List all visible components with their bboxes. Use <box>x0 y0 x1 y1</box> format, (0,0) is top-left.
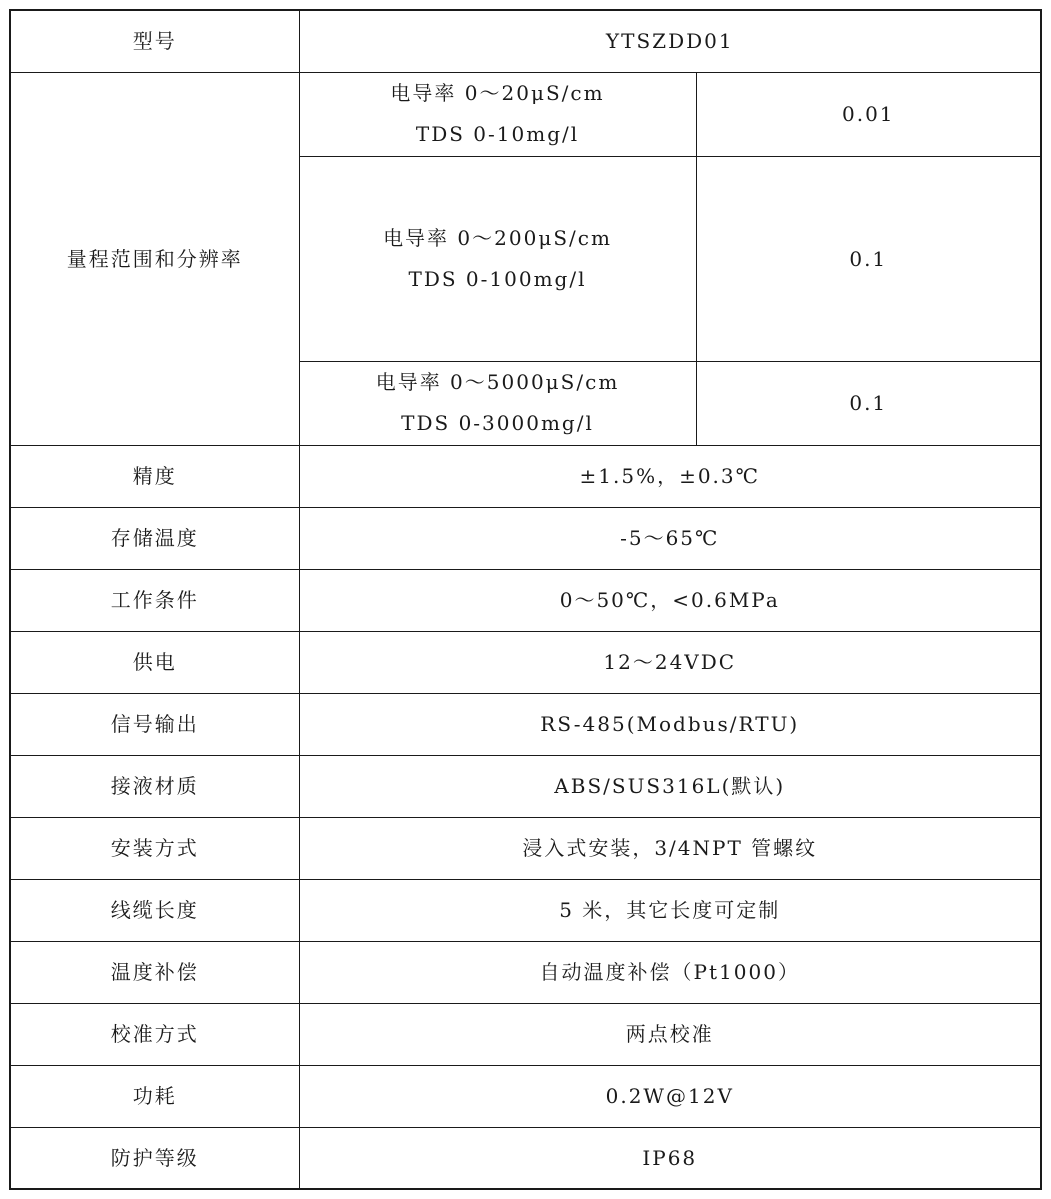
conductivity-range: 电导率 0～200μS/cm <box>383 225 612 250</box>
model-label: 型号 <box>10 10 299 72</box>
table-row <box>10 693 1041 755</box>
table-row <box>10 507 1041 569</box>
spec-value: ±1.5%，±0.3℃ <box>299 445 1041 507</box>
table-row <box>10 817 1041 879</box>
tds-range: TDS 0-3000mg/l <box>401 411 594 435</box>
range-resolution-label: 量程范围和分辨率 <box>10 72 299 445</box>
spec-value: 0.2W@12V <box>299 1065 1041 1127</box>
spec-value: ABS/SUS316L(默认) <box>299 755 1041 817</box>
conductivity-range: 电导率 0～5000μS/cm <box>375 370 620 394</box>
spec-value: 自动温度补偿（Pt1000） <box>299 941 1041 1003</box>
tds-range: TDS 0-10mg/l <box>415 122 580 146</box>
spec-value: 浸入式安装，3/4NPT 管螺纹 <box>299 817 1041 879</box>
conductivity-range: 电导率 0～20μS/cm <box>390 81 605 105</box>
spec-label: 存储温度 <box>10 507 299 569</box>
resolution-value: 0.01 <box>696 72 1041 156</box>
spec-value: -5～65℃ <box>299 507 1041 569</box>
spec-label: 供电 <box>10 631 299 693</box>
spec-label: 安装方式 <box>10 817 299 879</box>
table-row-model <box>10 10 1041 72</box>
spec-label: 工作条件 <box>10 569 299 631</box>
spec-value: IP68 <box>299 1127 1041 1189</box>
spec-label: 信号输出 <box>10 693 299 755</box>
table-row <box>10 569 1041 631</box>
model-value: YTSZDD01 <box>299 10 1041 72</box>
range-cell <box>299 156 696 361</box>
table-row-range-1 <box>10 72 1041 156</box>
table-row <box>10 755 1041 817</box>
range-cell <box>299 361 696 445</box>
spec-value: 12～24VDC <box>299 631 1041 693</box>
table-row <box>10 941 1041 1003</box>
resolution-value: 0.1 <box>696 361 1041 445</box>
spec-label: 精度 <box>10 445 299 507</box>
table-row <box>10 445 1041 507</box>
spec-value: 两点校准 <box>299 1003 1041 1065</box>
spec-label: 温度补偿 <box>10 941 299 1003</box>
table-row <box>10 631 1041 693</box>
spec-label: 校准方式 <box>10 1003 299 1065</box>
table-row <box>10 879 1041 941</box>
table-row <box>10 1003 1041 1065</box>
spec-table <box>9 9 1042 1190</box>
spec-value: 0～50℃，<0.6MPa <box>299 569 1041 631</box>
spec-label: 线缆长度 <box>10 879 299 941</box>
spec-label: 接液材质 <box>10 755 299 817</box>
resolution-value: 0.1 <box>696 156 1041 361</box>
table-row <box>10 1127 1041 1189</box>
spec-value: 5 米，其它长度可定制 <box>299 879 1041 941</box>
spec-value: RS-485(Modbus/RTU) <box>299 693 1041 755</box>
spec-label: 防护等级 <box>10 1127 299 1189</box>
tds-range: TDS 0-100mg/l <box>408 266 587 291</box>
range-cell <box>299 72 696 156</box>
table-row <box>10 1065 1041 1127</box>
spec-label: 功耗 <box>10 1065 299 1127</box>
